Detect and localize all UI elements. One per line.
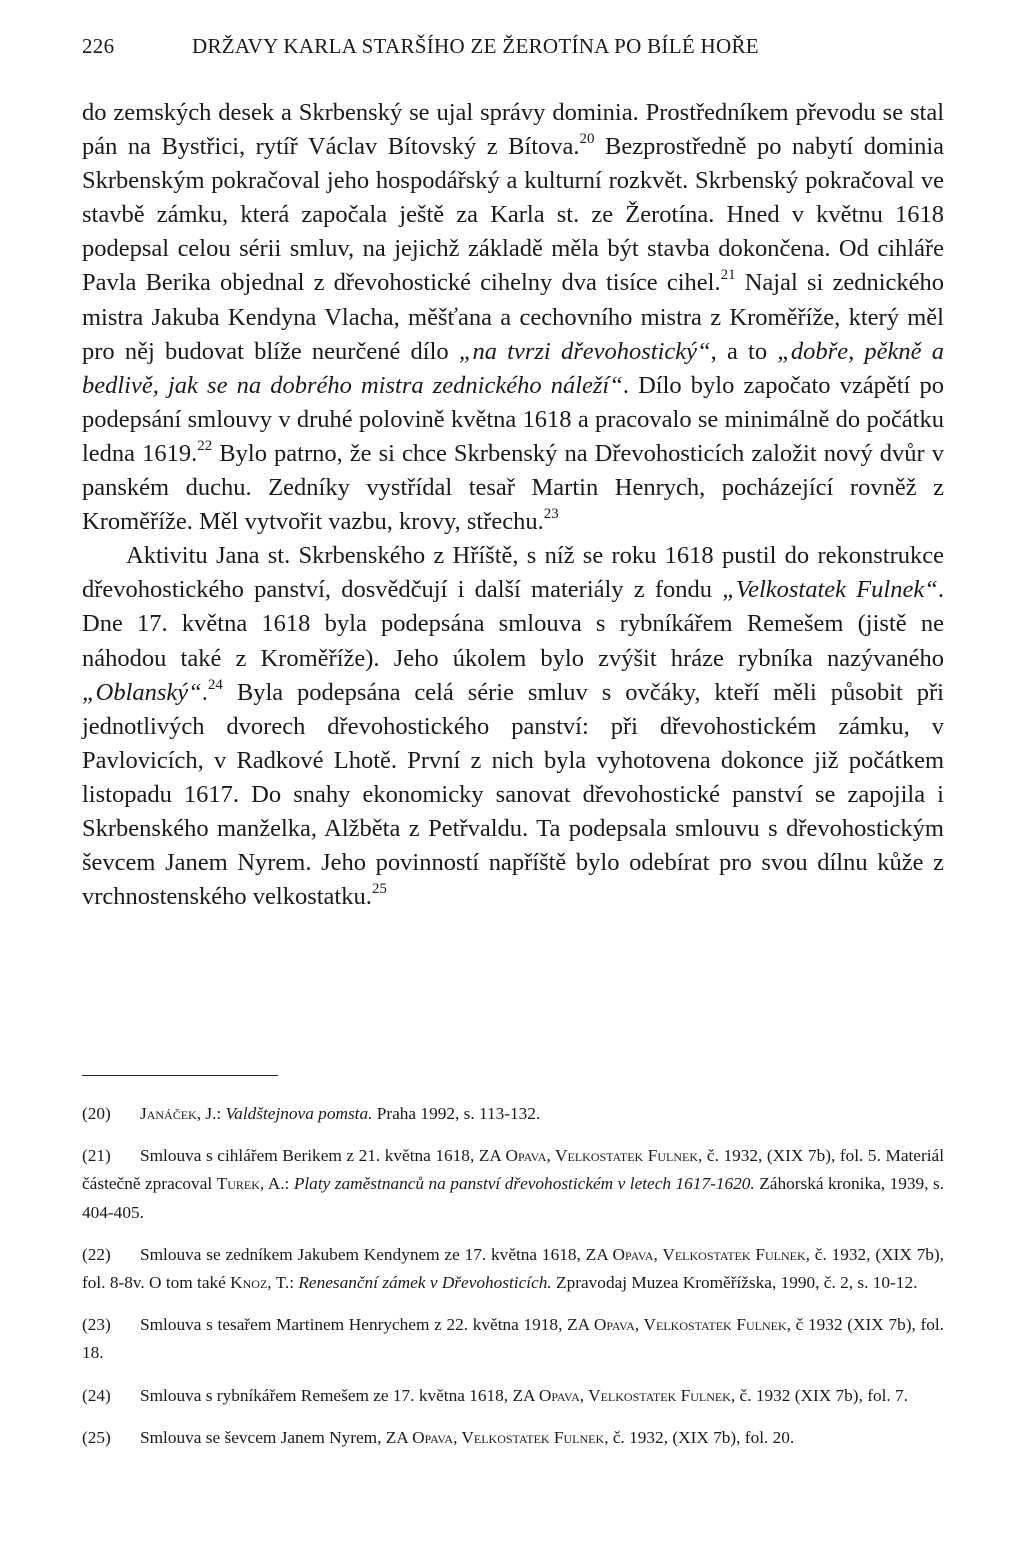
pond-name-italic: „Oblanský“ xyxy=(82,678,202,706)
work-title: Valdštejnova pomsta. xyxy=(225,1104,373,1123)
footnote-25 xyxy=(82,1424,944,1452)
running-header xyxy=(82,34,942,64)
text-run: Praha 1992, s. 113-132. xyxy=(372,1104,541,1123)
text-run: Smlouva se ševcem Janem Nyrem, xyxy=(140,1427,386,1447)
footnote-number: (20) xyxy=(82,1104,111,1123)
text-run: Bylo patrno, že si chce Skrbenský na Dřevohosticích založit nový dvůr v panském duchu. Zedníky vystřídal tesař Martin Henrych, pocházející rovněž z Kroměříže. Měl vytvořit vazbu, krovy, střechu. xyxy=(82,439,944,536)
footnote-ref-24[interactable]: 24 xyxy=(207,676,223,693)
footnote-number: (22) xyxy=(82,1244,111,1264)
text-run: : xyxy=(289,1273,299,1293)
text-run: Bezprostředně po nabytí dominia Skrbenským pokračoval jeho hospodářský a kulturní rozkvět. Skrbenský pokračoval ve stavbě zámku, která započala ještě za Karla st. ze Žerotína. Hned v květnu 1618 podepsal celou sérii smluv, na jejichž základě měla být stavba dokončena. Od cihláře Pavla Berika objednal z dřevohostické cihelny dva tisíce cihel. xyxy=(82,133,944,297)
author: Janáček, J. xyxy=(140,1104,217,1123)
running-title: DRŽAVY KARLA STARŠÍHO ZE ŽEROTÍNA PO BÍLÉ HOŘE xyxy=(192,34,759,58)
text-run: Najal si zednického mistra Jakuba Kendyna Vlacha, měšťana a cechovního mistra z Kroměříže, který měl pro něj budovat blíže neurčené dílo xyxy=(82,269,944,365)
footnote-separator xyxy=(82,1075,278,1076)
main-text xyxy=(82,96,944,914)
fond-name-italic: „Velkostatek Fulnek“ xyxy=(722,576,938,604)
text-run: , č. 1932, (XIX 7b), fol. 8-8v. O tom také xyxy=(82,1244,944,1293)
footnote-24 xyxy=(82,1382,944,1410)
archive-name: ZA Opava, Velkostatek Fulnek xyxy=(512,1385,731,1405)
footnotes xyxy=(82,1100,944,1466)
archive-name: ZA Opava, Velkostatek Fulnek xyxy=(567,1315,787,1335)
text-run: . Dne 17. května 1618 byla podepsána smlouva s rybníkářem Remešem (jistě ne náhodou také z Kroměříže). Jeho úkolem bylo zvýšit hráze rybníka nazývaného xyxy=(82,576,944,672)
text-run: Smlouva s tesařem Martinem Henrychem z 22. května 1918, xyxy=(140,1315,568,1335)
text-run: , č. 1932, (XIX 7b), fol. 5. Materiál částečně zpracoval xyxy=(82,1146,944,1194)
footnote-ref-25[interactable]: 25 xyxy=(371,881,387,898)
work-title: Renesanční zámek v Dřevohosticích. xyxy=(298,1273,552,1293)
archive-name: ZA Opava, Velkostatek Fulnek xyxy=(478,1146,699,1166)
author: Knoz, T. xyxy=(230,1273,290,1293)
footnote-number: (25) xyxy=(82,1427,111,1447)
text-run: do zemských desek a Skrbenský se ujal správy dominia. Prostředníkem převodu se stal pán na Bystřici, rytíř Václav Bítovský z Bítova. xyxy=(82,99,944,161)
footnote-ref-20[interactable]: 20 xyxy=(579,131,595,148)
text-run: . xyxy=(201,678,208,706)
text-run: : xyxy=(284,1174,294,1194)
text-run: Byla podepsána celá série smluv s ovčáky, kteří měli působit při jednotlivých dvorech dřevohostického panství: při dřevohostickém zámku, v Pavlovicích, v Radkové Lhotě. První z nich byla vyhotovena dokonce již počátkem listopadu 1617. Do snahy ekonomicky sanovat dřevohostické panství se zapojila i Skrbenského manželka, Alžběta z Petřvaldu. Ta podepsala smlouvu s dřevohostickým ševcem Janem Nyrem. Jeho povinností napříště bylo odebírat pro svou dílnu kůže z vrchnostenského velkostatku. xyxy=(82,678,944,911)
paragraph-2 xyxy=(82,539,944,914)
author: Turek, A. xyxy=(216,1174,285,1194)
footnote-number: (23) xyxy=(82,1315,111,1335)
text-run: Aktivitu Jana st. Skrbenského z Hříště, s níž se roku 1618 pustil do rekonstrukce dřevohostického panství, dosvědčují i další materiály z fondu xyxy=(82,542,944,604)
archive-name: ZA Opava, Velkostatek Fulnek xyxy=(585,1244,806,1264)
text-run: Smlouva se zedníkem Jakubem Kendynem ze 17. května 1618, xyxy=(140,1244,586,1264)
text-run: Smlouva s cihlářem Berikem z 21. května 1618, xyxy=(140,1146,479,1166)
text-run: , č. 1932 (XIX 7b), fol. 7. xyxy=(730,1385,909,1405)
archive-name: ZA Opava, Velkostatek Fulnek xyxy=(385,1427,605,1447)
footnote-20 xyxy=(82,1100,944,1128)
text-run: Záhorská kronika, 1939, s. 404-405. xyxy=(82,1174,945,1222)
footnote-ref-21[interactable]: 21 xyxy=(720,267,736,284)
footnote-21 xyxy=(82,1142,944,1227)
work-title: Platy zaměstnanců na panství dřevohostickém v letech 1617-1620. xyxy=(293,1174,755,1194)
text-run: Zpravodaj Muzea Kroměřížska, 1990, č. 2, s. 10-12. xyxy=(551,1273,918,1293)
text-run: , a to xyxy=(710,337,778,365)
footnote-22 xyxy=(82,1241,944,1297)
footnote-ref-23[interactable]: 23 xyxy=(543,506,559,523)
footnote-number: (21) xyxy=(82,1146,111,1166)
text-run: Smlouva s rybníkářem Remešem ze 17. května 1618, xyxy=(140,1385,513,1405)
page-number: 226 xyxy=(82,34,115,58)
text-run: , č. 1932, (XIX 7b), fol. 20. xyxy=(604,1427,795,1447)
text-run: , č 1932 (XIX 7b), fol. 18. xyxy=(82,1315,944,1363)
text-run: : xyxy=(216,1104,226,1123)
quotation-italic: „na tvrzi dřevohostický“ xyxy=(458,337,711,365)
paragraph-1 xyxy=(82,96,944,539)
footnote-23 xyxy=(82,1311,944,1367)
footnote-ref-22[interactable]: 22 xyxy=(197,437,213,454)
footnote-number: (24) xyxy=(82,1385,111,1405)
quotation-italic: „dobře, pěkně a bedlivě, jak se na dobrého mistra zednického náleží“ xyxy=(82,337,944,399)
text-run: . Dílo bylo započato vzápětí po podepsání smlouvy v druhé polovině května 1618 a pracovalo se minimálně do počátku ledna 1619. xyxy=(82,371,944,467)
